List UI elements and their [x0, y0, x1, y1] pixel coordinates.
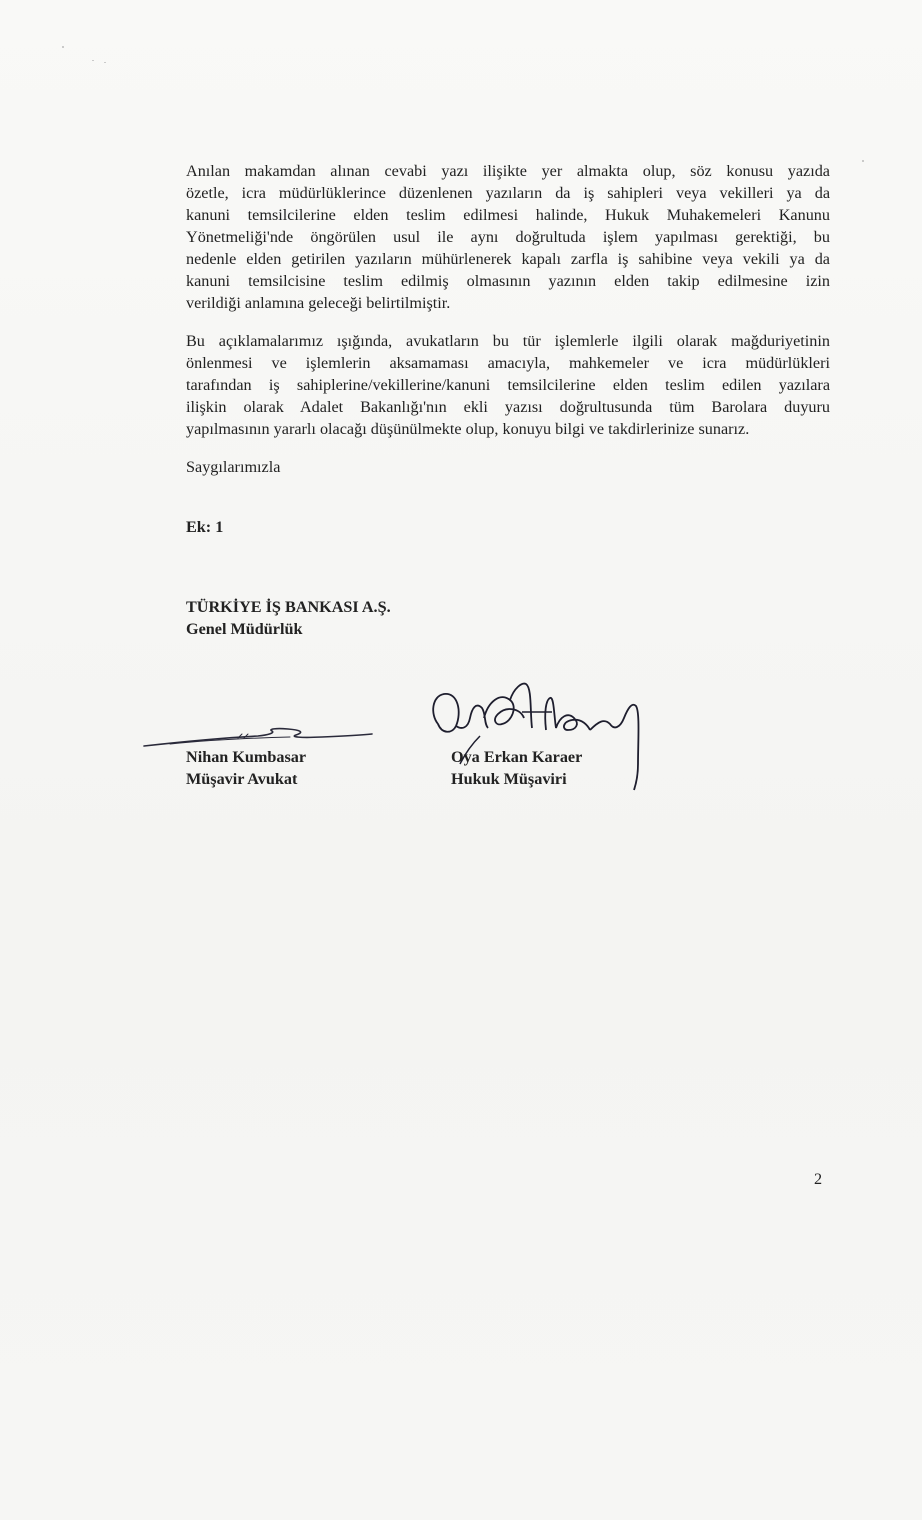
paragraph-1 — [186, 160, 830, 314]
sender-block — [186, 596, 391, 640]
paragraph-1-line: Anılan makamdan alınan cevabi yazı ilişikte yer almakta olup, söz konusu yazıda — [186, 162, 830, 180]
paragraph-2 — [186, 330, 830, 440]
paragraph-1-line: kanuni temsilcisine teslim edilmiş olmasının yazının elden takip edilmesine izin — [186, 272, 830, 290]
signatory-left — [186, 746, 306, 790]
paragraph-2-line: yapılmasının yararlı olacağı düşünülmekte olup, konuyu bilgi ve takdirlerinize sunarız. — [186, 420, 750, 438]
scan-speck — [62, 46, 64, 48]
paragraph-1-line: özetle, icra müdürlüklerince düzenlenen yazıların da iş sahipleri veya vekilleri ya da — [186, 184, 830, 202]
signatory-right-title: Hukuk Müşaviri — [451, 770, 567, 788]
paragraph-1-line: nedenle elden getirilen yazıların mühürlenerek kapalı zarfla iş sahibine veya vekili ya da — [186, 250, 830, 268]
closing-salutation: Saygılarımızla — [186, 458, 281, 476]
paragraph-2-line: ilişkin olarak Adalet Bakanlığı'nın ekli yazısı doğrultusunda tüm Barolara duyuru — [186, 398, 830, 416]
paragraph-1-line: Yönetmeliği'nde öngörülen usul ile aynı doğrultuda işlem yapılması gerektiği, bu — [186, 228, 830, 246]
sender-company: TÜRKİYE İŞ BANKASI A.Ş. — [186, 598, 391, 616]
paragraph-2-line: tarafından iş sahiplerine/vekillerine/kanuni temsilcilerine elden teslim edilen yazılara — [186, 376, 830, 394]
letter-body — [186, 160, 830, 478]
paragraph-1-line: kanuni temsilcilerine elden teslim edilmesi halinde, Hukuk Muhakemeleri Kanunu — [186, 206, 830, 224]
paragraph-2-line: Bu açıklamalarımız ışığında, avukatların bu tür işlemlerle ilgili olarak mağduriyetinin — [186, 332, 830, 350]
scan-speck — [862, 160, 864, 162]
signatory-left-title: Müşavir Avukat — [186, 770, 298, 788]
signatory-right — [451, 746, 582, 790]
paragraph-2-line: önlenmesi ve işlemlerin aksamaması amacıyla, mahkemeler ve icra müdürlükleri — [186, 354, 830, 372]
page-number: 2 — [814, 1170, 823, 1188]
paragraph-1-line: verildiği anlamına geleceği belirtilmiştir. — [186, 294, 451, 312]
scan-speck — [104, 62, 106, 63]
scan-speck — [92, 60, 94, 61]
signatory-right-name: Oya Erkan Karaer — [451, 748, 583, 766]
signatory-left-name: Nihan Kumbasar — [186, 748, 307, 766]
attachment-note: Ek: 1 — [186, 518, 224, 536]
sender-unit: Genel Müdürlük — [186, 620, 303, 638]
